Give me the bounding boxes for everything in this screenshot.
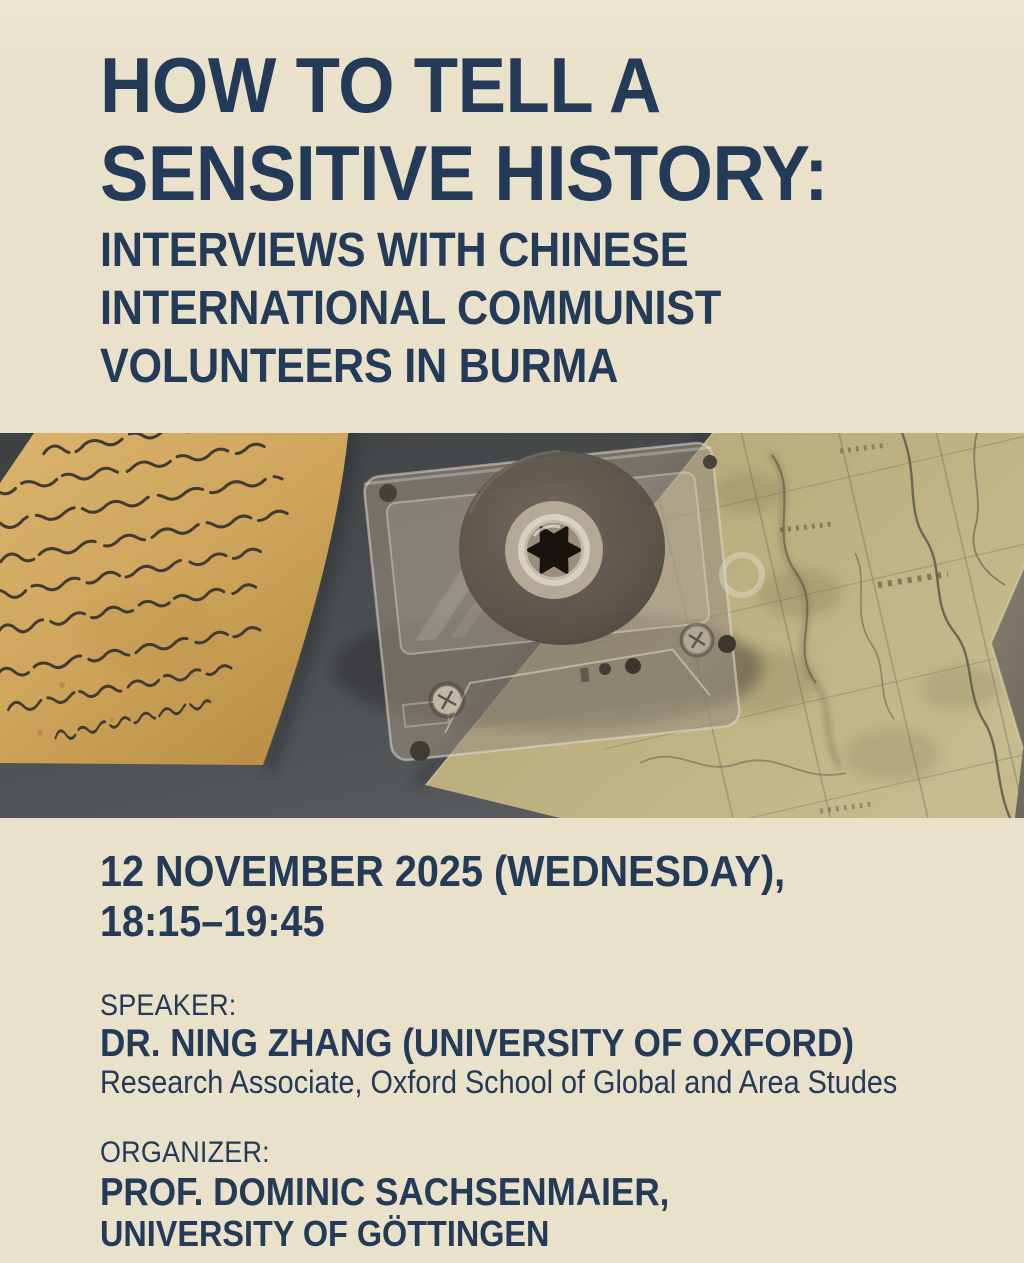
poster-subtitle-line1: INTERVIEWS WITH CHINESE bbox=[100, 224, 689, 277]
event-date: 12 NOVEMBER 2025 (WEDNESDAY), bbox=[100, 847, 786, 896]
speaker-label: SPEAKER: bbox=[100, 989, 237, 1022]
organizer-affiliation: UNIVERSITY OF GÖTTINGEN bbox=[100, 1213, 550, 1254]
hero-photo bbox=[0, 433, 1024, 818]
event-time: 18:15–19:45 bbox=[100, 897, 325, 946]
poster-title-line1: HOW TO TELL A bbox=[100, 41, 661, 129]
cassette-tape bbox=[363, 441, 762, 761]
poster-subtitle-line2: INTERNATIONAL COMMUNIST bbox=[100, 282, 721, 335]
speaker-name: DR. NING ZHANG (UNIVERSITY OF OXFORD) bbox=[100, 1022, 855, 1065]
organizer-name: PROF. DOMINIC SACHSENMAIER, bbox=[100, 1171, 670, 1214]
poster-title-line2: SENSITIVE HISTORY: bbox=[100, 129, 828, 217]
speaker-affiliation: Research Associate, Oxford School of Global and Area Studes bbox=[100, 1064, 898, 1100]
organizer-label: ORGANIZER: bbox=[100, 1136, 270, 1169]
poster-subtitle-line3: VOLUNTEERS IN BURMA bbox=[100, 340, 619, 393]
